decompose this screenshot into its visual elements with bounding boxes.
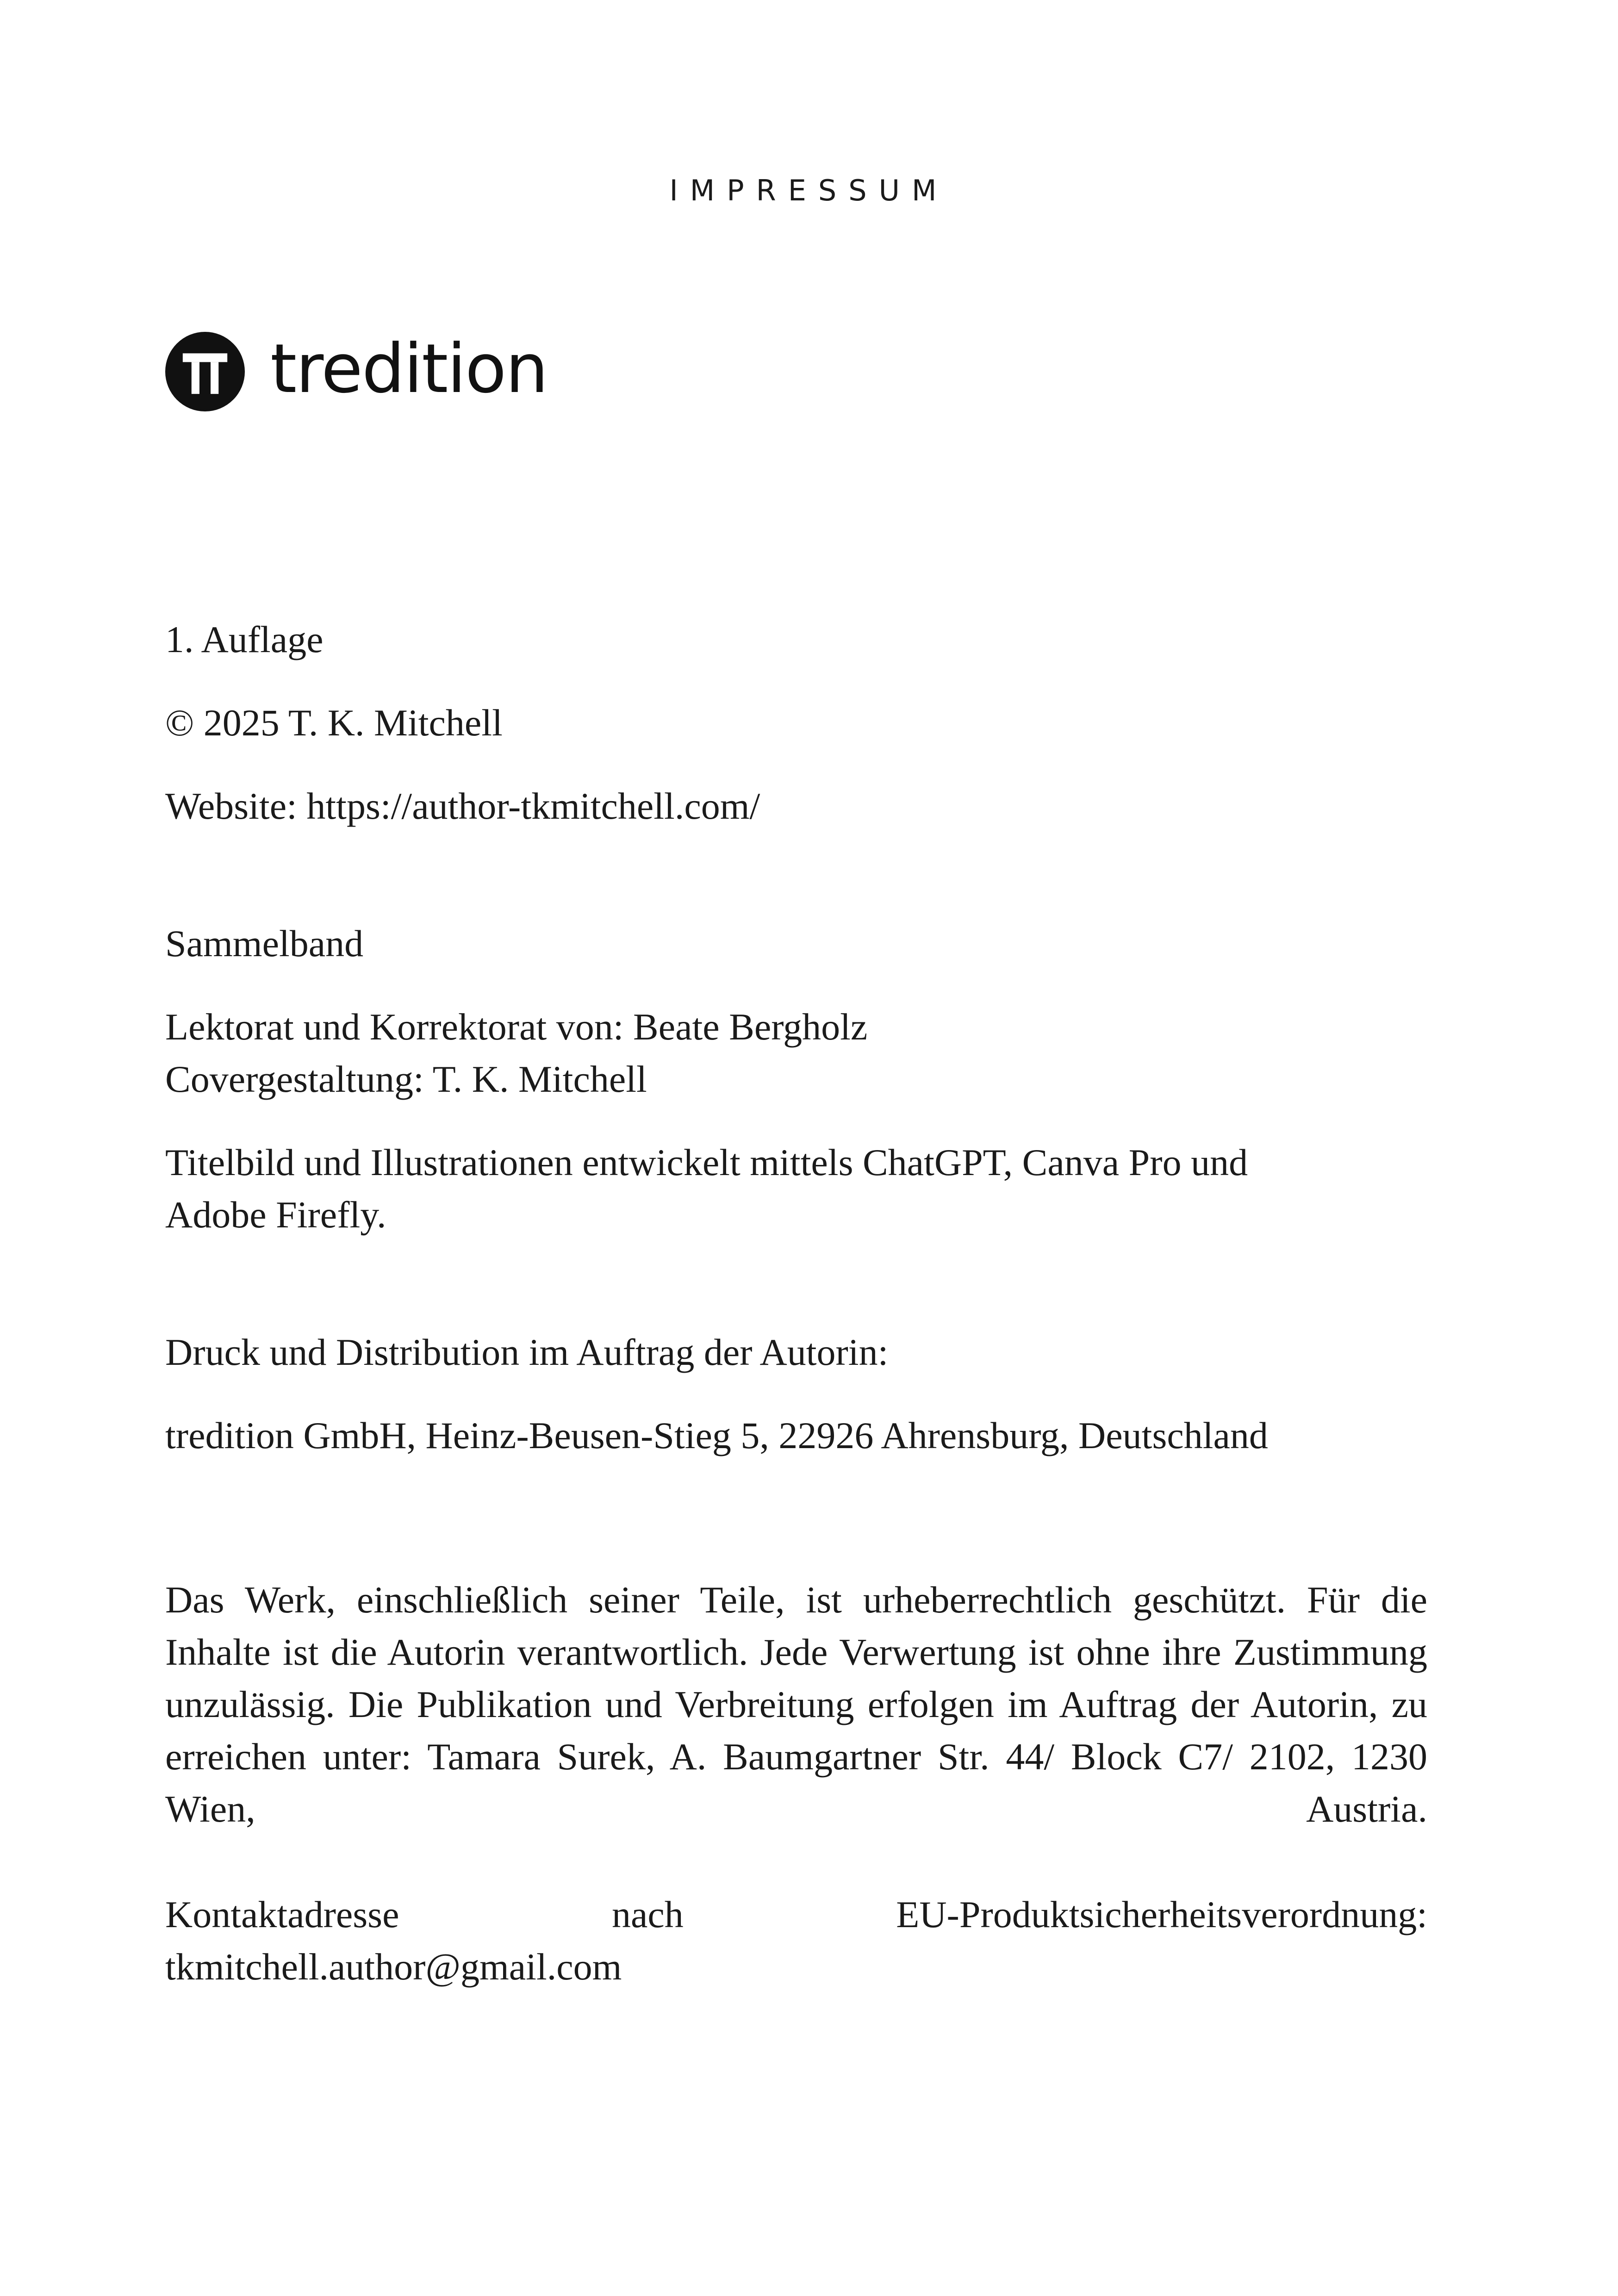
editing-credit: Lektorat und Korrektorat von: Beate Bergholz xyxy=(165,1006,868,1048)
logo-wordmark: tredition xyxy=(270,329,548,408)
contact-line-1: Kontaktadresse nach EU-Produktsicherheitsverordnung: xyxy=(165,1893,1427,1935)
genre-text: Sammelband xyxy=(165,922,364,964)
website-text: Website: https://author-tkmitchell.com/ xyxy=(165,785,760,827)
tredition-logo-icon xyxy=(165,332,245,411)
printing-label: Druck und Distribution im Auftrag der Autorin: xyxy=(165,1331,889,1373)
edition-text: 1. Auflage xyxy=(165,618,324,660)
illustrations-line-1: Titelbild und Illustrationen entwickelt mittels ChatGPT, Canva Pro und xyxy=(165,1141,1248,1183)
legal-paragraph: Das Werk, einschließlich seiner Teile, ist urheberrechtlich geschützt. Für die Inhalte ist die Autorin verantwortlich. Jede Verwertung ist ohne ihre Zustimmung unzulässig. Die Publikation und Verbreitung erfolgen im Auftrag der Autorin, zu erreichen unter: Tamara Surek, A. Baumgartner Str. 44/ Block C7/ 2102, 1230 Wien, Austria. xyxy=(165,1579,1427,1830)
page-heading: IMPRESSUM xyxy=(669,174,949,207)
publisher-address: tredition GmbH, Heinz-Beusen-Stieg 5, 22926 Ahrensburg, Deutschland xyxy=(165,1414,1268,1456)
illustrations-line-2: Adobe Firefly. xyxy=(165,1194,386,1236)
publisher-logo xyxy=(165,331,548,412)
copyright-text: © 2025 T. K. Mitchell xyxy=(165,702,503,744)
contact-email: tkmitchell.author@gmail.com xyxy=(165,1946,622,1988)
cover-design-credit: Covergestaltung: T. K. Mitchell xyxy=(165,1058,647,1100)
